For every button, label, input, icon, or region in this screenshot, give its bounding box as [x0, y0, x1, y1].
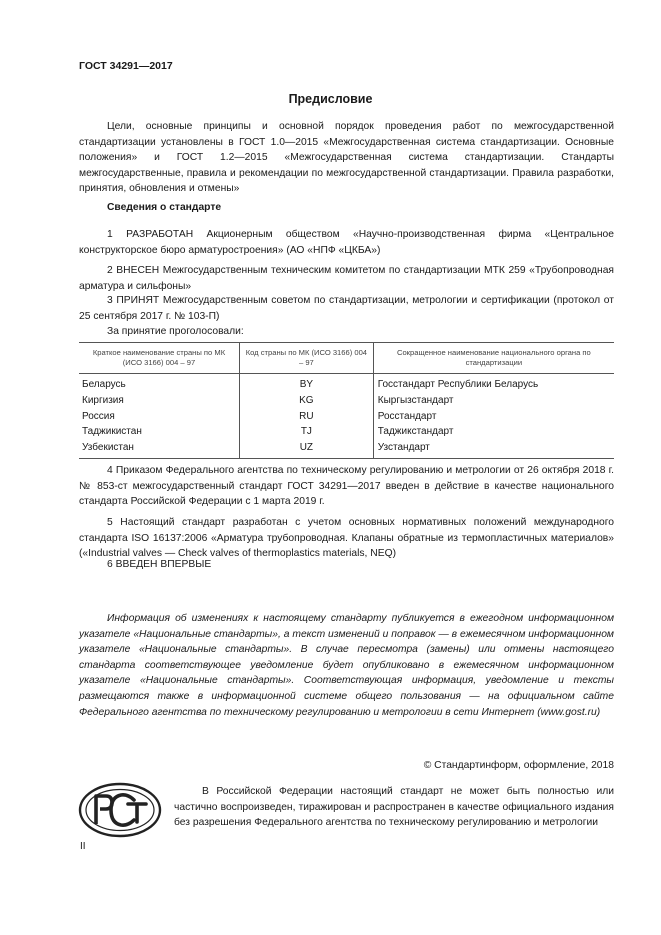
table-header-code: Код страны по МК (ИСО 3166) 004 – 97	[240, 343, 374, 374]
document-header: ГОСТ 34291—2017	[79, 60, 173, 72]
country-code: RU	[240, 409, 374, 425]
table-header-country: Краткое наименование страны по МК (ИСО 3166) 004 – 97	[79, 343, 240, 374]
table-row	[79, 393, 614, 409]
section-subheading: Сведения о стандарте	[107, 202, 222, 213]
country-code: UZ	[240, 440, 374, 458]
standards-body: Узстандарт	[373, 440, 614, 458]
table-header-body: Сокращенное наименование национального органа по стандартизации	[373, 343, 614, 374]
table-row	[79, 424, 614, 440]
table-row	[79, 409, 614, 425]
standards-body: Таджикстандарт	[373, 424, 614, 440]
country-code: TJ	[240, 424, 374, 440]
standards-body: Госстандарт Республики Беларусь	[373, 374, 614, 393]
item-adopted: 3 ПРИНЯТ Межгосударственным советом по стандартизации, метрологии и сертификации (протокол от 25 сентября 2017 г. № 103-П)	[79, 295, 614, 322]
table-row	[79, 440, 614, 458]
page-title: Предисловие	[288, 92, 373, 106]
reproduction-notice: В Российской Федерации настоящий стандарт не может быть полностью или частично воспроизведен, тиражирован и распространен в качестве официального издания без разрешения Федерального агентства по техническому регулированию и метрологии	[174, 786, 614, 829]
standards-body: Росстандарт	[373, 409, 614, 425]
table-header-row	[79, 343, 614, 374]
voting-countries-table	[79, 342, 614, 459]
intro-paragraph: Цели, основные принципы и основной порядок проведения работ по межгосударственной стандартизации установлены в ГОСТ 1.0—2015 «Межгосударственная система стандартизации. Основные положения» и ГОСТ 1.2—2015 «Межгосударственная система стандартизации. Стандарты межгосударственные, правила и рекомендации по межгосударственной стандартизации. Правила разработки, принятия, обновления и отмены»	[79, 121, 614, 195]
country-name: Таджикистан	[82, 426, 142, 438]
country-name: Россия	[82, 410, 115, 422]
country-code: KG	[240, 393, 374, 409]
rst-logo-icon	[78, 782, 162, 838]
page-number: II	[80, 841, 86, 852]
item-introduced: 6 ВВЕДЕН ВПЕРВЫЕ	[107, 559, 212, 570]
country-name: Беларусь	[82, 379, 126, 390]
table-row	[79, 374, 614, 393]
voted-label: За принятие проголосовали:	[107, 326, 244, 337]
standards-body: Кыргызстандарт	[373, 393, 614, 409]
country-name: Узбекистан	[79, 440, 240, 458]
item-developed: 1 РАЗРАБОТАН Акционерным обществом «Научно-производственная фирма «Центральное конструкторское бюро арматуростроения» (АО «НПФ «ЦКБА»)	[79, 229, 614, 256]
item-basis: 5 Настоящий стандарт разработан с учетом основных нормативных положений международного стандарта ISO 16137:2006 «Арматура трубопроводная. Клапаны обратные из термопластичных материалов» («Industrial valves — Check valves of thermoplastics materials, NEQ)	[79, 517, 614, 560]
amendments-info: Информация об изменениях к настоящему стандарту публикуется в ежегодном информационном указателе «Национальные стандарты», а текст изменений и поправок — в ежемесячном информационном указателе «Национальные стандарты». В случае пересмотра (замены) или отмены настоящего стандарта соответствующее уведомление будет опубликовано в ежемесячном информационном указателе «Национальные стандарты». Соответствующая информация, уведомление и тексты размещаются также в информационной системе общего пользования — на официальном сайте Федерального агентства по техническому регулированию и метрологии в сети Интернет (www.gost.ru)	[79, 613, 614, 718]
item-submitted: 2 ВНЕСЕН Межгосударственным техническим комитетом по стандартизации МТК 259 «Трубопроводная арматура и сильфоны»	[79, 265, 614, 292]
country-name: Киргизия	[82, 394, 124, 406]
item-enacted: 4 Приказом Федерального агентства по техническому регулированию и метрологии от 26 октября 2018 г. № 853-ст межгосударственный стандарт ГОСТ 34291—2017 введен в действие в качестве национального стандарта Российской Федерации с 1 марта 2019 г.	[79, 465, 614, 508]
country-code: BY	[240, 374, 374, 393]
copyright-line: © Стандартинформ, оформление, 2018	[423, 760, 614, 771]
